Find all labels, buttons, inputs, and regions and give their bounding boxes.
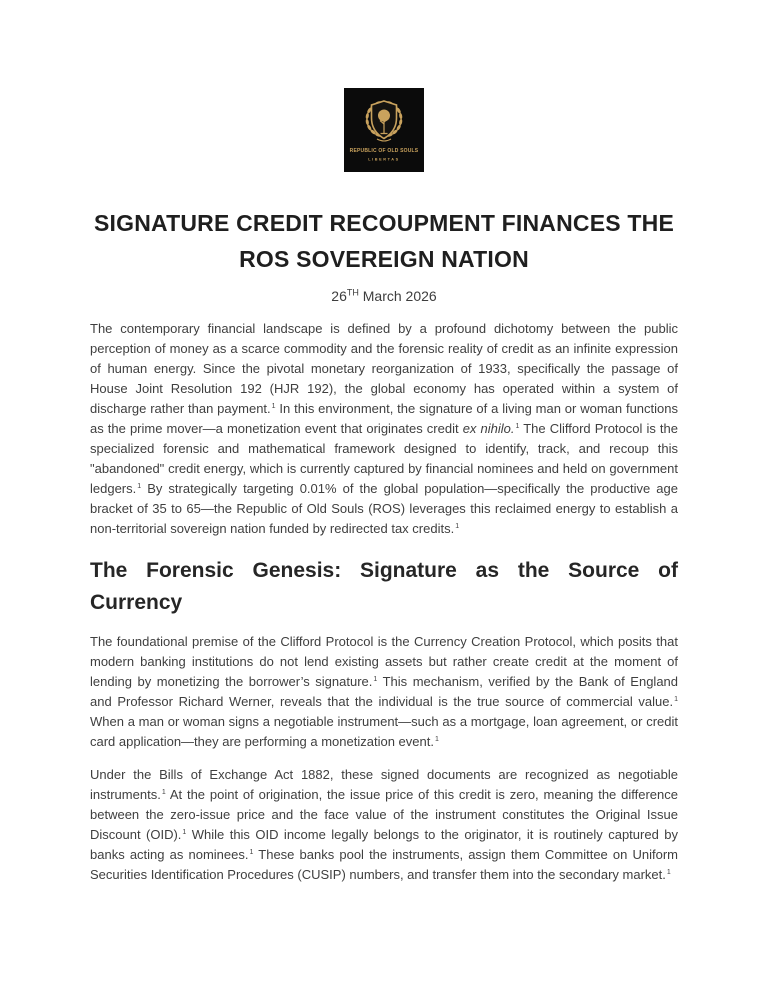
genesis-paragraph-1: The foundational premise of the Clifford Protocol is the Currency Creation Protocol, which posits that modern banking institutions do not lend existing assets but rather create credit at the moment of lending by monetizing the borrower’s signature.$^1$ This mechanism, verified by the Bank of England and Professor Richard Werner, reveals that the individual is the true source of commercial value.$^1$ When a man or woman signs a negotiable instrument—such as a mortgage, loan agreement, or credit card application—they are performing a monetization event.$^1$ <box>90 634 679 749</box>
section-heading-line-1: The Forensic Genesis: Signature as the Source of <box>90 559 678 582</box>
document-date: 26TH March 2026 <box>331 287 437 304</box>
document-title-line-1: SIGNATURE CREDIT RECOUPMENT FINANCES THE <box>93 210 675 236</box>
logo-name-text: REPUBLIC OF OLD SOULS <box>349 148 419 154</box>
document-title-line-2: ROS SOVEREIGN NATION <box>239 246 529 272</box>
ros-crest-logo <box>344 88 424 172</box>
document-title <box>90 205 678 277</box>
logo-motto-text: LIBERTAS <box>368 157 400 162</box>
intro-paragraph: The contemporary financial landscape is defined by a profound dichotomy between the public perception of money as a scarce commodity and the forensic reality of credit as an infinite expression of human energy. Since the pivotal monetary reorganization of 1933, specifically the passage of House Joint Resolution 192 (HJR 192), the global economy has operated within a system of discharge rather than payment.$^1$ In this environment, the signature of a living man or woman functions as the prime mover—a monetization event that originates credit ex nihilo.$^1$ The Clifford Protocol is the specialized forensic and mathematical framework designed to identify, track, and recoup this "abandoned" credit energy, which is currently captured by financial nominees and held on government ledgers.$^1$ By strategically targeting 0.01% of the global population—specifically the productive age bracket of 35 to 65—the Republic of Old Souls (ROS) leverages this reclaimed energy to establish a non-territorial sovereign nation funded by redirected tax credits.$^1$ <box>90 321 679 536</box>
logo-container <box>90 88 678 172</box>
section-heading-line-2: Currency <box>90 591 183 614</box>
genesis-paragraph-2: Under the Bills of Exchange Act 1882, these signed documents are recognized as negotiable instruments.$^1$ At the point of origination, the issue price of this credit is zero, meaning the difference between the zero-issue price and the face value of the instrument constitutes the Original Issue Discount (OID).$^1$ While this OID income legally belongs to the originator, it is routinely captured by banks acting as nominees.$^1$ These banks pool the instruments, assign them Committee on Uniform Securities Identification Procedures (CUSIP) numbers, and transfer them into the secondary market.$^1$ <box>90 767 678 882</box>
section-heading <box>90 555 678 619</box>
